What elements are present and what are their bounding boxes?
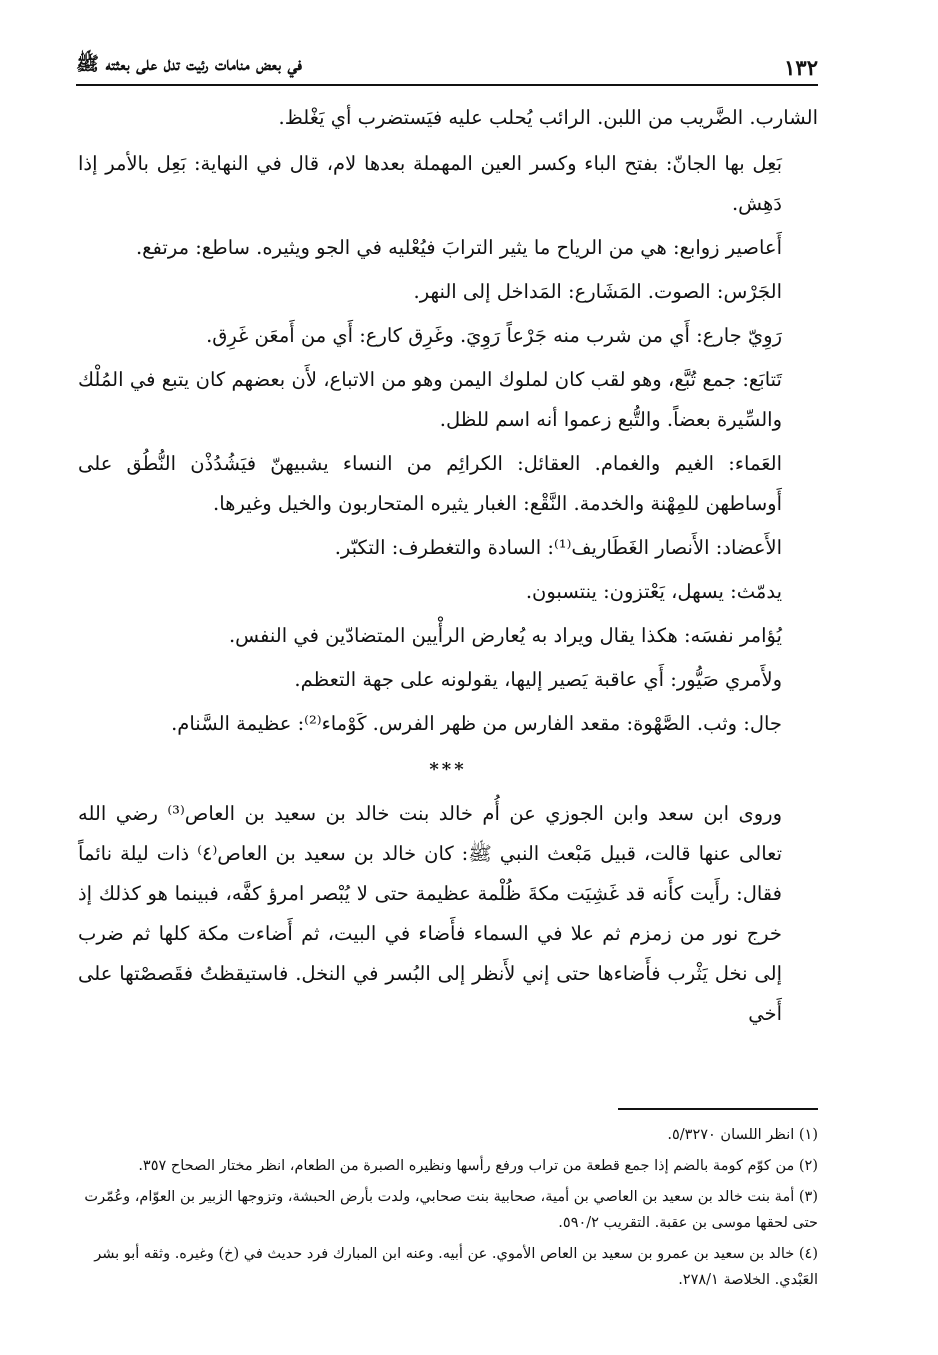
- footnote: (٣) أمة بنت خالد بن سعيد بن العاصي بن أمية، صحابية بنت صحابي، ولدت بأرض الحبشة، وتزوجها الزبير بن العوّام، وعُمّرت حتى لحقها موسى بن عقبة. التقريب ٥٩٠/٢.: [84, 1189, 818, 1231]
- paragraph: الشارب. الضَّريب من اللبن. الرائب يُحلب عليه فيَستضرب أي يَغْلظ.: [278, 106, 818, 129]
- paragraph: ولأَمري صَيُّور: أَي عاقبة يَصير إليها، يقولونه على جهة التعظم.: [294, 668, 782, 691]
- paragraph: يدمّث: يسهل، يَعْتزون: ينتسبون.: [525, 580, 782, 603]
- section-separator-stars: ***: [429, 759, 467, 780]
- main-text: [78, 98, 818, 1038]
- page-number: ١٣٢: [784, 55, 818, 80]
- paragraph: الجَرْس: الصوت. المَشَارع: المَداخل إلى النهر.: [413, 280, 782, 303]
- paragraph: جال: وثب. الصَّهْوة: مقعد الفارس من ظهر الفرس. كَوْماء⁽²⁾: عظيمة السَّنام.: [171, 712, 782, 735]
- paragraph: رَوِيّ جارع: أَي من شرب منه جَرْعاً رَوِيَ. وغَرِق كارع: أَي من أَمعَن غَرِق.: [206, 324, 782, 347]
- paragraph: وروى ابن سعد وابن الجوزي عن أُم خالد بنت خالد بن سعيد بن العاص⁽³⁾ رضي الله تعالى عنها قالت، قبيل مَبْعث النبي ﷺ: كان خالد بن سعيد بن العاص⁽٤⁾ ذات ليلة نائماً فقال: رأَيت كأَنه قد غَشِيَت مكةَ ظُلْمة عظيمة حتى لا يُبْصر امرؤ كفَّه، فبينما هو كذلك إذ خرج نور من زمزم ثم علا في السماء فأَضاء في البيت، ثم أَضاءت مكة كلها ثم ضرب إلى نخل يَثْرب فأَضاءها حتى إني لأَنظر إلى البُسر في النخل. فاستيقظتُ فقَصصْتها على أَخي: [78, 802, 782, 1025]
- footnotes: [78, 1122, 818, 1298]
- footnote: (٤) خالد بن سعيد بن عمرو بن سعيد بن العاص الأموي. عن أبيه. وعنه ابن المبارك فرد حديث في (خ) وغيره. وثقه أبو بشر العَبْدي. الخلاصة ٢٧٨/١.: [94, 1246, 818, 1288]
- paragraph: أَعاصير زوابع: هي من الرياح ما يثير الترابَ فيُعْليه في الجو ويثيره. ساطع: مرتفع.: [135, 236, 782, 259]
- paragraph: يُؤامر نفسَه: هكذا يقال ويراد به يُعارض الرأْيين المتضادّين في النفس.: [228, 624, 782, 647]
- footnote-separator-line: [618, 1108, 818, 1110]
- paragraph: العَماء: الغيم والغمام. العقائل: الكرائِم من النساء يشبيهنّ فيَشُدُذْن النُّطُق على أَوساطهن للمِهْنة والخدمة. النَّقْع: الغبار يثيره المتحاربون والخيل وغيرها.: [78, 452, 782, 515]
- running-title: في بعض منامات رئيت تدل على بعثته ﷺ: [76, 53, 302, 75]
- page-header: [76, 46, 818, 86]
- footnote: (٢) من كوّم كومة بالضم إذا جمع قطعة من تراب ورفع رأسها ونظيره الصبرة من الطعام، انظر مختار الصحاح ٣٥٧.: [138, 1158, 818, 1174]
- footnote: (١) انظر اللسان ٥/٣٢٧٠.: [667, 1127, 818, 1143]
- paragraph: الأَعضاد: الأَنصار الغَطَاريف⁽¹⁾: السادة والتغطرف: التكبّر.: [334, 536, 782, 559]
- paragraph: بَعِل بها الجانّ: بفتح الباء وكسر العين المهملة بعدها لام، قال في النهاية: بَعِل بالأمر إذا دَهِش.: [78, 152, 782, 215]
- paragraph: تَتابَع: جمع تُبَّع، وهو لقب كان لملوك اليمن وهو من الاتباع، لأَن بعضهم كان يتبع في المُلْك والسِّيرة بعضاً. والتُّبع زعموا أنه اسم للظل.: [78, 368, 782, 431]
